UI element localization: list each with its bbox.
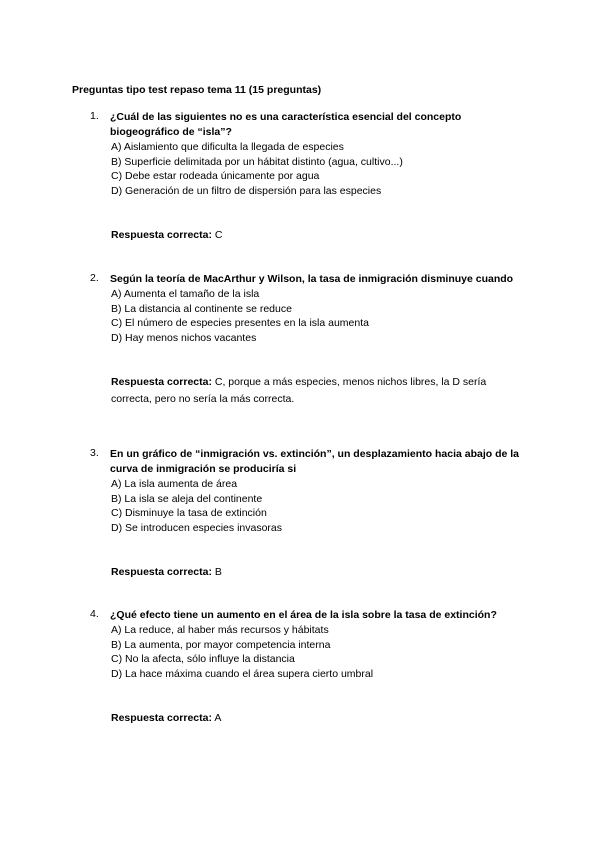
answer-label: Respuesta correcta: xyxy=(111,712,212,725)
question-text: ¿Qué efecto tiene un aumento en el área de la isla sobre la tasa de extinción? xyxy=(110,609,497,621)
option-c: C) Disminuye la tasa de extinción xyxy=(111,507,267,520)
question-number: 3. xyxy=(90,447,99,459)
answer xyxy=(111,374,530,408)
option-b: B) La aumenta, por mayor competencia interna xyxy=(111,638,331,651)
answer-label: Respuesta correcta: xyxy=(111,566,212,579)
answer-value: B xyxy=(214,566,222,579)
question-4 xyxy=(90,608,530,727)
question-text: ¿Cuál de las siguientes no es una característica esencial del concepto biogeográfico de “isla”? xyxy=(110,111,462,138)
option-c: C) El número de especies presentes en la isla aumenta xyxy=(111,317,369,330)
answer-label: Respuesta correcta: xyxy=(111,376,212,389)
answer-label: Respuesta correcta: xyxy=(111,229,212,242)
options-list xyxy=(111,287,530,345)
options-list xyxy=(111,140,530,198)
option-b: B) La isla se aleja del continente xyxy=(111,492,263,505)
answer xyxy=(111,227,530,244)
option-d: D) Se introducen especies invasoras xyxy=(111,521,283,534)
answer-value: C, porque a más especies, menos nichos libres, la D sería correcta, pero no sería la más correcta. xyxy=(111,376,487,406)
answer-value: A xyxy=(214,712,222,725)
question-3 xyxy=(90,447,530,581)
option-a: A) La reduce, al haber más recursos y hábitats xyxy=(111,624,329,636)
option-d: D) Generación de un filtro de dispersión para las especies xyxy=(111,184,382,197)
question-text: En un gráfico de “inmigración vs. extinción”, un desplazamiento hacia abajo de la curva de inmigración se produciría si xyxy=(110,448,520,475)
question-number: 2. xyxy=(90,272,99,284)
option-b: B) La distancia al continente se reduce xyxy=(111,302,292,315)
option-d: D) Hay menos nichos vacantes xyxy=(111,331,257,344)
option-a: A) La isla aumenta de área xyxy=(111,478,238,490)
question-1 xyxy=(90,110,530,244)
option-d: D) La hace máxima cuando el área supera cierto umbral xyxy=(111,667,374,680)
answer xyxy=(111,564,530,581)
option-c: C) No la afecta, sólo influye la distancia xyxy=(111,653,295,666)
answer xyxy=(111,710,530,727)
option-b: B) Superficie delimitada por un hábitat distinto (agua, cultivo...) xyxy=(111,155,403,168)
answer-value: C xyxy=(214,229,223,242)
options-list xyxy=(111,623,530,681)
options-list xyxy=(111,477,530,535)
option-a: A) Aumenta el tamaño de la isla xyxy=(111,288,260,300)
question-2 xyxy=(90,272,530,408)
option-a: A) Aislamiento que dificulta la llegada de especies xyxy=(111,141,344,153)
question-number: 1. xyxy=(90,110,99,122)
page-title: Preguntas tipo test repaso tema 11 (15 preguntas) xyxy=(72,84,322,96)
question-text: Según la teoría de MacArthur y Wilson, la tasa de inmigración disminuye cuando xyxy=(110,273,514,285)
question-number: 4. xyxy=(90,608,99,620)
option-c: C) Debe estar rodeada únicamente por agua xyxy=(111,170,320,183)
